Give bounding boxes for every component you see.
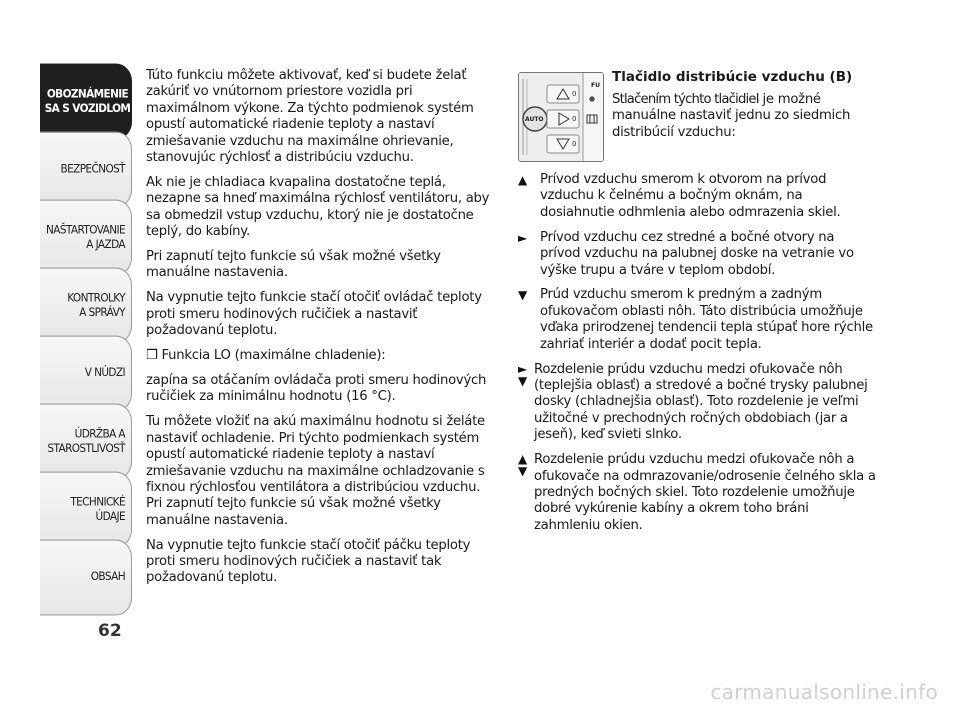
- indicator-0-top: 0: [572, 90, 577, 98]
- tab-udrzba[interactable]: ÚDRŽBA A STAROSTLIVOSŤ: [40, 404, 132, 480]
- list-item: ► Prívod vzduchu cez stredné a bočné otvory na prívod vzduchu na palubnej doske na vetranie vo výške trupu a tváre v teplom období.: [518, 229, 854, 278]
- watermark: carmanualsonline.info: [710, 680, 938, 704]
- arrow-right-down-icon: [518, 362, 534, 444]
- page-number: 62: [98, 621, 122, 641]
- tab-v-nudzi[interactable]: V NÚDZI: [40, 336, 132, 412]
- arrow-right-icon: ►: [518, 361, 527, 376]
- fu-label: FU: [591, 82, 600, 89]
- arrow-right-icon: ►: [518, 230, 527, 245]
- paragraph: Na vypnutie tejto funkcie stačí otočiť ovládač teploty proti smeru hodinových ručičiek a nastaviť požadovanú teplotu.: [146, 290, 482, 339]
- list-item: ▼ Prúd vzduchu smerom k predným a zadným ofukovačom oblasti nôh. Táto distribúcia umožňuje vďaka prirodzenej tendencii tepla stúpať hore rýchle zahriať interiér a dodať pocit tepla.: [518, 287, 873, 352]
- arrow-up-icon: ▲: [518, 452, 527, 467]
- arrow-down-icon: ▼: [518, 373, 527, 388]
- paragraph: Ak nie je chladiaca kvapalina dostatočne teplá, nezapne sa hneď maximálna rýchlosť ventilátoru, aby sa obmedzil vstup vzduchu, ktorý nie je dostatočne teplý, do kabíny.: [146, 174, 490, 240]
- tab-technicke-udaje[interactable]: TECHNICKÉ ÚDAJE: [40, 472, 132, 548]
- arrow-down-icon: ▼: [518, 464, 527, 479]
- paragraph: Túto funkciu môžete aktivovať, keď si budete želať zakúriť vo vnútornom priestore vozidla pri maximálnom výkone. Za týchto podmienok systém opustí automatické riadenie teploty a nastaví zmiešavanie vzduchu na maximálne ohrievanie, stanovujúc rýchlosť a distribúciu vzduchu.: [146, 68, 474, 166]
- distribution-list: [518, 172, 878, 543]
- list-item: ▲ Prívod vzduchu smerom k otvorom na prívod vzduchu k čelnému a bočným oknám, na dosiahnutie odhmlenia alebo odmrazenia skiel.: [518, 172, 841, 220]
- tab-bezpecnost[interactable]: BEZPEČNOSŤ: [40, 132, 132, 208]
- paragraph: Na vypnutie tejto funkcie stačí otočiť páčku teploty proti smeru hodinových ručičiek a nastaviť tak požadovanú teplotu.: [146, 537, 471, 586]
- indicator-0-bottom: 0: [572, 140, 577, 148]
- indicator-0-middle: 0: [572, 115, 577, 123]
- intro-rest: je možné manuálne nastaviť jednu zo siedmich distribúcií vzduchu:: [612, 92, 851, 140]
- section-intro: [612, 92, 852, 141]
- paragraph: Pri zapnutí tejto funkcie sú však možné všetky manuálne nastavenia.: [146, 249, 441, 281]
- list-item: ▲ ▼ Rozdelenie prúdu vzduchu medzi ofukovače nôh a ofukovače na odmrazovanie/odrosenie čelného skla a predných bočných skiel. Toto rozdelenie umožňuje dobré vykúrenie kabíny a okrem toho bráni zahmleniu okien.: [518, 452, 876, 533]
- tab-nastartovanie[interactable]: NAŠTARTOVANIE A JAZDA: [40, 200, 132, 276]
- section-heading: Tlačidlo distribúcie vzduchu (B): [612, 69, 853, 85]
- paragraph-lo-function: ❒ Funkcia LO (maximálne chladenie):: [146, 348, 386, 364]
- arrow-up-down-icon: [518, 452, 534, 534]
- auto-button-label: AUTO: [525, 116, 544, 123]
- list-item: ► ▼ Rozdelenie prúdu vzduchu medzi ofukovače nôh (teplejšia oblasť) a stredové a bočné trysky palubnej dosky (chladnejšia oblasť). Toto rozdelenie je veľmi užitočné v prechodných ročných obdobiach (jar a jeseň), keď svieti slnko.: [518, 361, 868, 443]
- intro-lead: Stlačením týchto tlačidiel: [612, 92, 759, 107]
- paragraph: zapína sa otáčaním ovládača proti smeru hodinových ručičiek za minimálnu hodnotu (16 °C).: [146, 373, 487, 405]
- arrow-down-icon: ▼: [518, 288, 527, 303]
- tab-oboznamenie[interactable]: OBOZNÁMENIE SA S VOZIDLOM: [40, 64, 132, 140]
- climate-panel-illustration: [518, 72, 604, 162]
- paragraph: Tu môžete vložiť na akú maximálnu hodnotu si želáte nastaviť ochladenie. Pri týchto podmienkach systém opustí automatické riadenie teploty a nastaví zmiešavanie vzduchu na maximálne ochladzovanie s fixnou rýchlosťou ventilátora a distribúciou vzduchu. Pri zapnutí tejto funkcie sú však možné všetky manuálne nastavenia.: [146, 414, 485, 528]
- left-column: [146, 68, 498, 595]
- chapter-sidebar: [40, 67, 132, 611]
- tab-obsah[interactable]: OBSAH: [40, 540, 132, 616]
- arrow-up-icon: ▲: [518, 173, 527, 187]
- tab-kontrolky[interactable]: KONTROLKY A SPRÁVY: [40, 268, 132, 344]
